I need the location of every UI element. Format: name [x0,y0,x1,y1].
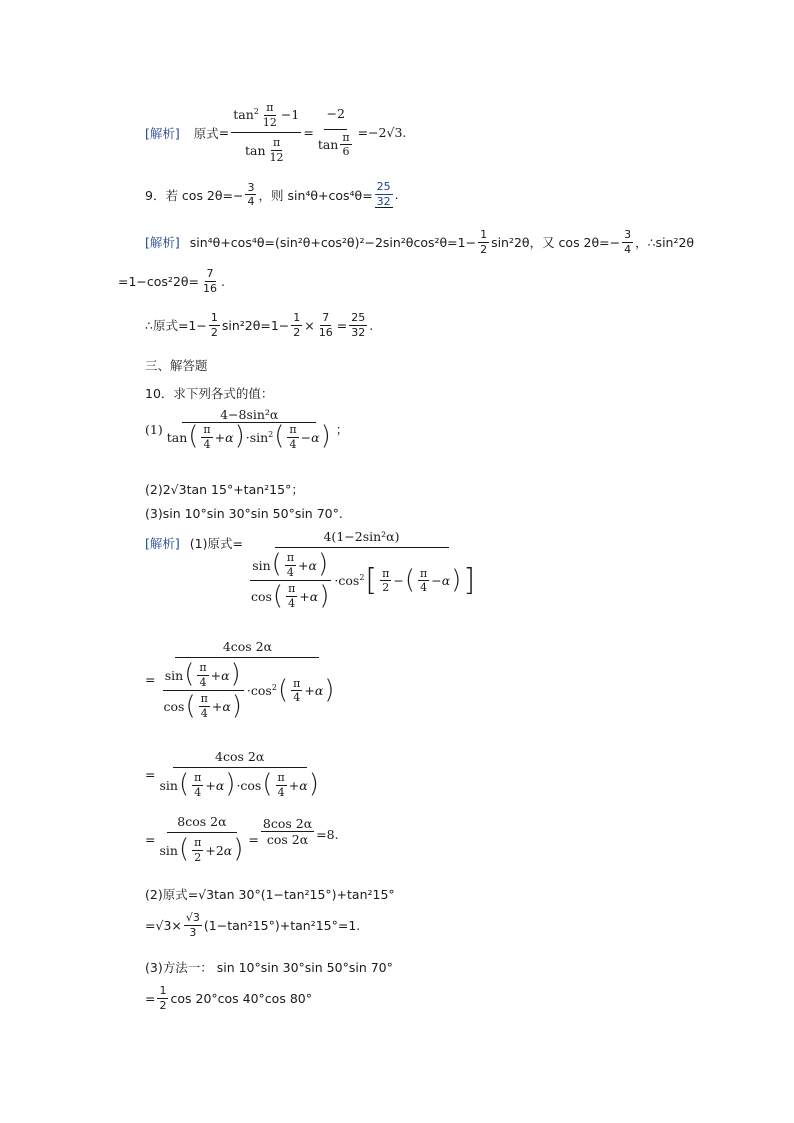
q8-result: =−2√3. [357,125,407,141]
q8-fraction-1: $\tan^2$ $\frac{\pi}{12}$ −1 tan $\frac{\pi}{12}$ [233,101,300,164]
q10-title: 10．求下列各式的值： [145,386,274,401]
solution-part3-line2: = $\frac{1}{2}$ cos 20°cos 40°cos 80° [145,984,312,1012]
q9-analysis-row3: ∴原式 =1− $\frac{1}{2}$ sin²2θ=1− $\frac{1}{2}$ × $\frac{7}{16}$ = $\frac{25}{32}$ . [145,311,374,339]
q9-analysis-row1: [解析] sin⁴θ+cos⁴θ=(sin²θ+cos²θ)²−2sin²θcos²θ=1− $\frac{1}{2}$ sin²2θ，又 cos 2θ=− $\frac{3}{4}$ ，∴sin²2θ [145,228,695,256]
solution-part3-line1: (3)方法一： sin 10°sin 30°sin 50°sin 70° [145,959,393,975]
section-heading: 三、解答题 [145,358,208,373]
solution-part1-step3: = 8cos 2α sin ( $\frac{\pi}{2}$ +2α ) = $\frac{8\cos 2\alpha}{\cos 2\alpha}$ =8. [145,814,339,865]
solution-part1-step1: = 4cos 2α sin ( $\frac{\pi}{4}$ +α ) cos ( $\frac{\pi}{4}$ +α ) $\cdot\cos^2$ ( $\frac{\pi}{4}$ +α ) [145,639,335,721]
q10-part1: (1) 4−8sin²α tan ( $\frac{\pi}{4}$ +α ) $\cdot\sin^2$ ( $\frac{\pi}{4}$ −α ) ； [145,407,349,452]
solution-part2-line1: (2)原式=√3tan 30°(1−tan²15°)+tan²15° [145,887,395,902]
q8-analysis-row: [解析] 原式 = $\tan^2$ $\frac{\pi}{12}$ −1 tan $\frac{\pi}{12}$ = −2 tan $\frac{\pi}{6}$ =−2√3. [145,101,407,164]
solution-part1-step0: [解析] (1)原式= 4(1−2sin²α) sin ( $\frac{\pi}{4}$ +α ) cos ( $\frac{\pi}{4}$ +α ) $\cdot\cos^2$ [ $\frac{\pi}{2}$ − ( $\frac{\pi}{4}$ −α ) ] [145,529,476,611]
q8-fraction-2: −2 tan $\frac{\pi}{6}$ [317,106,350,159]
q10-part2: (2)2√3tan 15°+tan²15°； [145,482,304,497]
solution-part2-line2: =√3× $\frac{√3}{3}$ (1−tan²15°)+tan²15°=1. [145,911,361,939]
original-label: 原式 [193,125,219,141]
analysis-tag: [解析] [145,125,180,141]
q9-question: 9．若 cos 2θ=− $\frac{3}{4}$ ，则 sin⁴θ+cos⁴θ= $\frac{25}{32}$ . [145,180,399,209]
q9-answer: $\frac{25}{32}$ [376,180,391,208]
q9-analysis-row2: =1−cos²2θ= $\frac{7}{16}$ . [118,267,226,295]
q10-part3: (3)sin 10°sin 30°sin 50°sin 70°. [145,506,343,521]
solution-part1-step2: = 4cos 2α sin ( $\frac{\pi}{4}$ +α ) ·cos ( $\frac{\pi}{4}$ +α ) [145,749,319,800]
